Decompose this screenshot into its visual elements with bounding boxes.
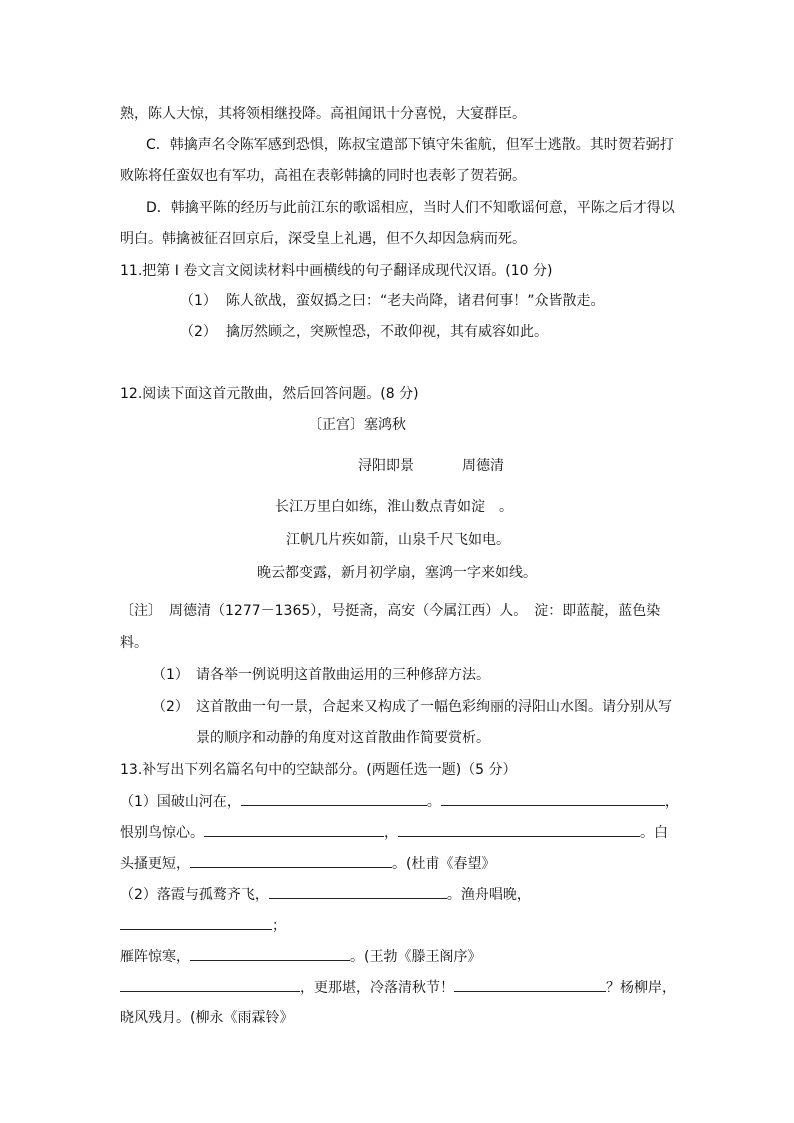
q11-item1-text: 陈人欲战，蛮奴撝之曰：“老夫尚降，诸君何事！”众皆散走。 (226, 293, 605, 309)
q12-item1-num: （1） (152, 667, 189, 683)
option-d-line1: D．韩擒平陈的经历与此前江东的歌谣相应，当时人们不知歌谣何意，平陈之后才得以 (146, 200, 675, 216)
q11-title: 11.把第 I 卷文言文阅读材料中画横线的句子翻译成现代汉语。(10 分) (120, 263, 553, 279)
fill-blank[interactable] (190, 853, 392, 868)
q12-item2-num: （2） (152, 699, 189, 715)
fill-blank[interactable] (269, 884, 447, 899)
q11-item2-num: （2） (180, 324, 217, 340)
poem-note-line1: 〔注〕 周德清（1277－1365），号挺斋，高安（今属江西）人。 淀：即蓝靛，蓝色染 (120, 603, 661, 619)
p2-text-f: ，更那堪，冷落清秋节！ (300, 980, 454, 996)
fill-blank[interactable] (398, 822, 640, 837)
fill-blank[interactable] (120, 977, 300, 992)
p2-text-c: ； (272, 918, 286, 934)
q13-p2-line4 (120, 977, 676, 998)
q12-item2-text: 这首散曲一句一景，合起来又构成了一幅色彩绚丽的浔阳山水图。请分别从写 (196, 699, 672, 715)
p1-text-f: 。白 (640, 825, 668, 841)
q13-title: 13.补写出下列名篇名句中的空缺部分。(两题任选一题)（5 分） (120, 762, 517, 778)
poem-subtitle: 浔阳即景 (358, 458, 414, 474)
q13-p2-line3 (120, 946, 481, 967)
q11-item1-num: （1） (180, 293, 217, 309)
p1-text-h: 。(杜甫《春望》 (392, 856, 496, 872)
fill-blank[interactable] (190, 946, 350, 961)
p1-text-e: ， (384, 825, 398, 841)
poem-line-3: 晚云都变露，新月初学扇，塞鸿一字来如线。 (257, 565, 537, 581)
q13-p2-line5: 晓风残月。(柳永《雨霖铃》 (120, 1010, 294, 1026)
poem-note-line2: 料。 (120, 635, 148, 651)
fill-blank[interactable] (120, 915, 272, 930)
poem-author: 周德清 (462, 458, 504, 474)
p2-text-a: （2）落霞与孤鹜齐飞， (120, 887, 269, 903)
p1-text-d: 恨别鸟惊心。 (120, 825, 204, 841)
fill-blank[interactable] (204, 822, 384, 837)
q11-item2-text: 擒厉然顾之，突厥惶恐，不敢仰视，其有威容如此。 (226, 324, 548, 340)
option-b-tail: 熟，陈人大惊，其将领相继投降。高祖闻讯十分喜悦，大宴群臣。 (120, 106, 526, 122)
poem-line-2: 江帆几片疾如箭，山泉千尺飞如电。 (286, 532, 510, 548)
q13-p1-line1 (120, 791, 679, 812)
option-c-line2: 败陈将任蛮奴也有军功，高祖在表彰韩擒的同时也表彰了贺若弼。 (120, 168, 526, 184)
q13-p2-line1 (120, 884, 531, 905)
fill-blank[interactable] (454, 977, 606, 992)
p2-text-e: 。(王勃《滕王阁序》 (350, 949, 482, 965)
poem-title: 〔正宫〕塞鸿秋 (308, 417, 406, 433)
q12-item2-cont: 景的顺序和动静的角度对这首散曲作简要赏析。 (196, 730, 490, 746)
p1-text-b: 。 (426, 794, 441, 810)
p1-text-c: ， (664, 794, 679, 810)
poem-line-1: 长江万里白如练，淮山数点青如淀 。 (275, 499, 513, 515)
p1-text-a: （1）国破山河在， (120, 794, 241, 810)
fill-blank[interactable] (441, 791, 665, 806)
fill-blank[interactable] (241, 791, 427, 806)
q13-p2-line2 (120, 915, 286, 936)
p2-text-g: ？杨柳岸， (606, 980, 676, 996)
p2-text-d: 雁阵惊寒， (120, 949, 190, 965)
option-c-line1: C．韩擒声名令陈军感到恐惧，陈叔宝遣部下镇守朱雀航，但军士逃散。其时贺若弼打 (146, 137, 674, 153)
q13-p1-line2 (120, 822, 668, 843)
q12-item1-text: 请各举一例说明这首散曲运用的三种修辞方法。 (196, 667, 490, 683)
p1-text-g: 头搔更短， (120, 856, 190, 872)
q12-title: 12.阅读下面这首元散曲，然后回答问题。(8 分) (120, 386, 419, 402)
q13-p1-line3 (120, 853, 495, 874)
p2-text-b: 。渔舟唱晚， (446, 887, 531, 903)
option-d-line2: 明白。韩擒被征召回京后，深受皇上礼遇，但不久却因急病而死。 (120, 231, 526, 247)
